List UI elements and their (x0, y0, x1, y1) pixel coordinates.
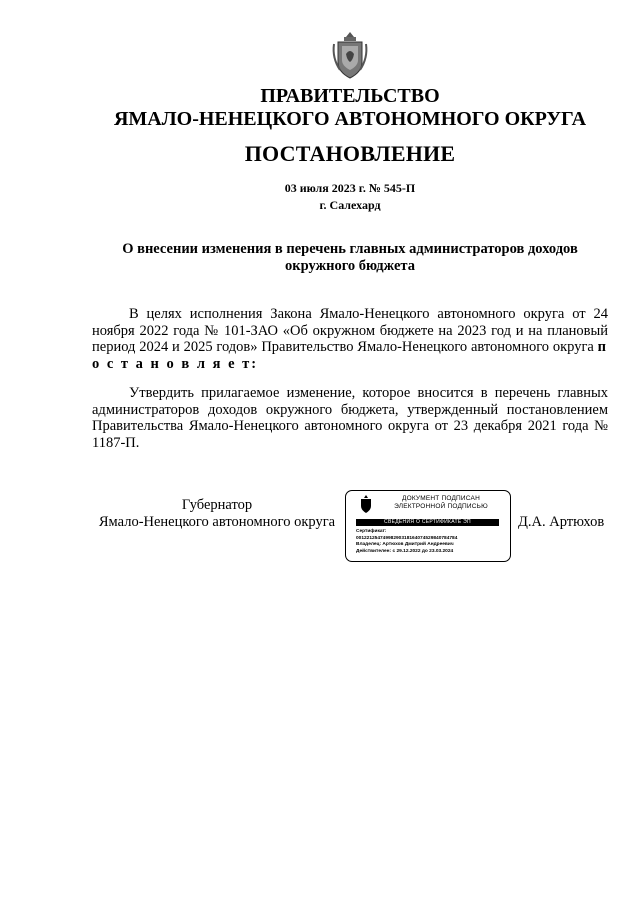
signer-name: Д.А. Артюхов (518, 514, 605, 530)
stamp-heading-line-1: ДОКУМЕНТ ПОДПИСАН (402, 495, 480, 502)
certificate-validity: Действителен: с 29.12.2022 до 23.03.2024 (356, 548, 454, 554)
city: г. Салехард (319, 198, 381, 212)
stamp-certificate-details (356, 529, 506, 555)
signatory-role (92, 497, 342, 531)
electronic-signature-stamp (345, 490, 511, 562)
role-line-2: Ямало-Ненецкого автономного округа (98, 514, 336, 530)
coat-of-arms-icon (359, 495, 373, 513)
certificate-label: Сертификат: (356, 529, 387, 534)
stamp-certificate-bar: СВЕДЕНИЯ О СЕРТИФИКАТЕ ЭП (356, 519, 499, 526)
certificate-value: 00122125474998290318164074529840784784 (356, 535, 458, 541)
stamp-heading-line-2: ЭЛЕКТРОННОЙ ПОДПИСЬЮ (394, 503, 488, 510)
coat-of-arms-icon (330, 30, 370, 80)
role-line-1: Губернатор (181, 497, 253, 513)
body-paragraph-2: Утвердить прилагаемое изменение, которое вносится в перечень главных администраторов доходов окружного бюджета, утвержденный постановлением Правительства Ямало-Ненецкого автономного округа от 23 декабря 2021 года № 1187-П. (92, 385, 608, 451)
stamp-heading (376, 495, 506, 511)
body-paragraph-1 (92, 306, 608, 372)
government-title: ПРАВИТЕЛЬСТВО (260, 85, 440, 107)
document-type: ПОСТАНОВЛЕНИЕ (244, 141, 456, 166)
resolution-word: п о с т а н о в л я е т: (92, 339, 608, 372)
certificate-owner: Владелец: Артюхов Дмитрий Андреевич (356, 542, 454, 547)
government-region: ЯМАЛО-НЕНЕЦКОГО АВТОНОМНОГО ОКРУГА (113, 108, 587, 130)
date-number: 03 июля 2023 г. № 545-П (284, 181, 416, 195)
paragraph-1-text: В целях исполнения Закона Ямало-Ненецкого автономного округа от 24 ноября 2022 года № 101-ЗАО «Об окружном бюджете на 2023 год и на плановый период 2024 и 2025 годов» Правительство Ямало-Ненецкого автономного округа (92, 306, 608, 355)
document-subject: О внесении изменения в перечень главных администраторов доходов окружного бюджета (122, 241, 578, 274)
